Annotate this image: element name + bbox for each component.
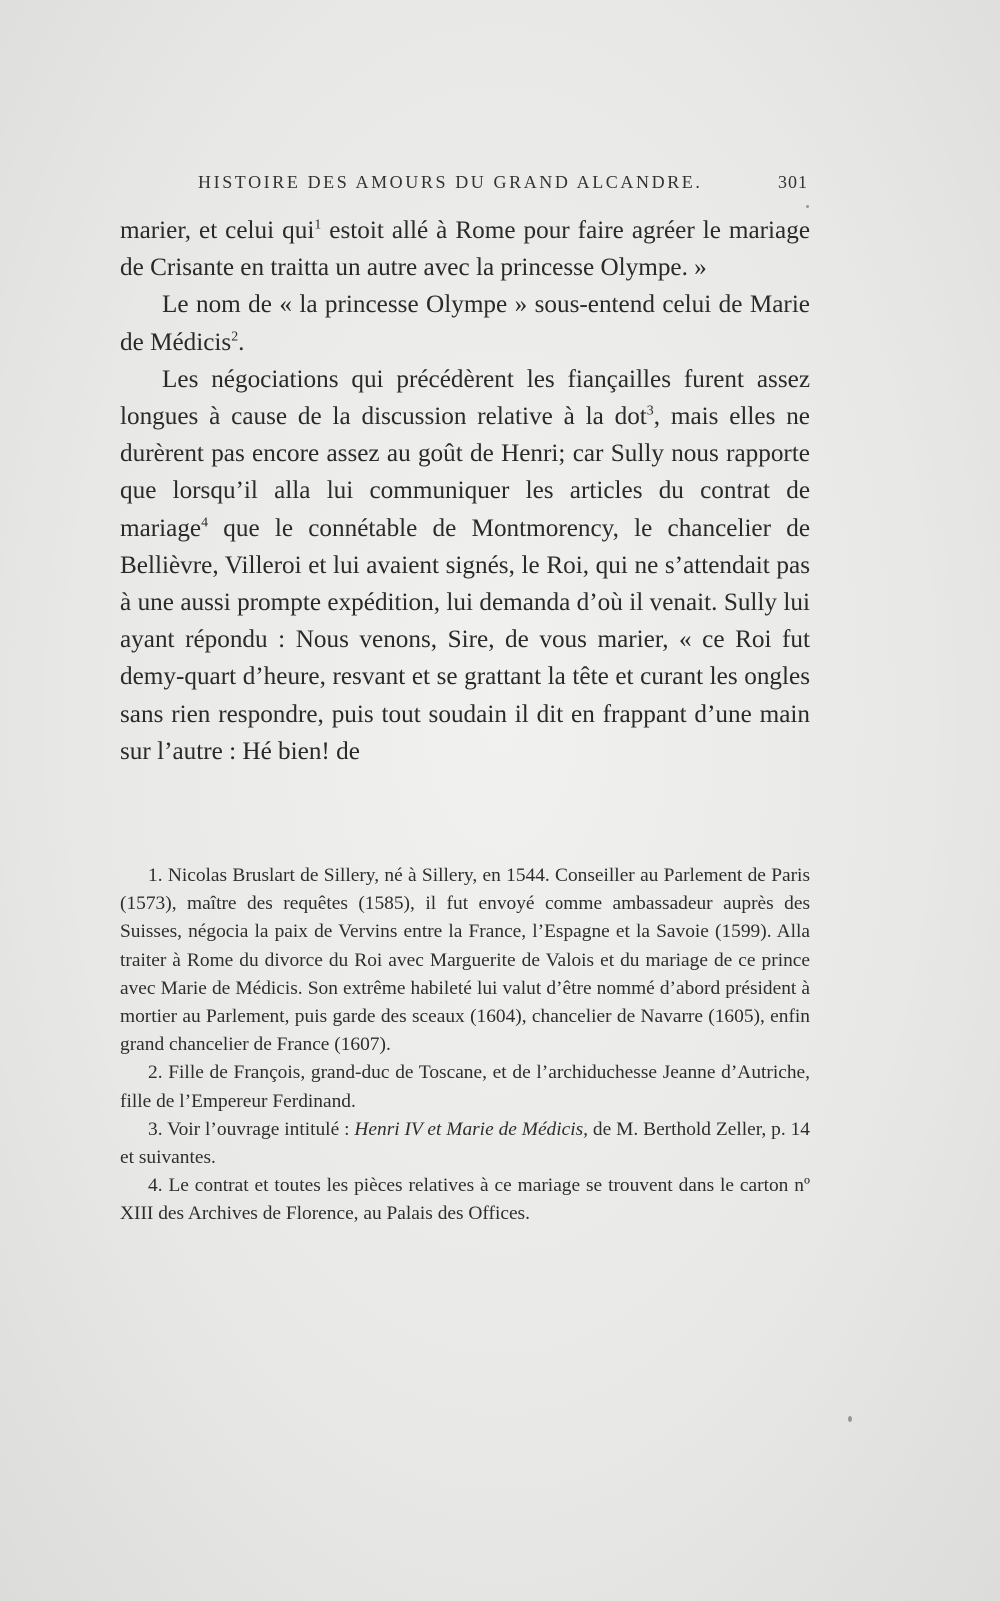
running-head [120,168,810,198]
paragraph-3-text-b: , mais elles ne durèrent pas encore assez au goût de Henri; car Sully nous rapporte que lorsqu’il alla lui communiquer les articles du contrat de mariage [120,403,810,542]
paragraph-2-text-b: . [238,328,245,356]
footnote-4: 4. Le contrat et toutes les pièces relatives à ce mariage se trouvent dans le carton nº XIII des Archives de Florence, au Palais des Offices. [120,1175,810,1225]
body-text [120,212,810,770]
footnote-3 [120,1116,810,1172]
footnote-3-text-b: de M. Berthold Zeller, p. 14 et suivantes. [120,1118,811,1169]
paragraph-3-text-a: Les négociations qui précédèrent les fiançailles furent assez longues à cause de la discussion relative à la dot [120,365,810,431]
page-number: 301 [778,172,808,192]
footnote-1: 1. Nicolas Bruslart de Sillery, né à Sillery, en 1544. Conseiller au Parlement de Paris (1573), maître des requêtes (1585), il fut envoyé comme ambassadeur auprès des Suisses, négocia la paix de Vervins entre la France, l’Espagne et la Savoie (1599). Alla traiter à Rome du divorce du Roi avec Marguerite de Valois et du mariage de ce prince avec Marie de Médicis. Son extrême habileté lui valut d’être nommé d’abord président à mortier au Parlement, puis garde des sceaux (1604), chancelier de Navarre (1605), enfin grand chancelier de France (1607). [120,865,810,1056]
paragraph-1-text-a: marier, et celui qui [120,217,315,244]
paragraph-1-text-b: estoit allé à Rome pour faire agréer le mariage de Crisante en traitta un autre avec la princesse Olympe. » [120,217,811,282]
footnote-3-text-a: 3. Voir l’ouvrage intitulé : [148,1118,355,1140]
paragraph-3 [120,361,810,770]
footnotes [120,862,810,1229]
footnote-ref-3: 3 [646,402,654,418]
paper-speck [806,205,809,208]
footnote-ref-1: 1 [314,216,322,232]
paper-speck [848,1416,852,1422]
paragraph-2-text-a: Le nom de « la princesse Olympe » sous-entend celui de Marie de Médicis [120,291,810,356]
footnote-ref-2: 2 [231,328,239,344]
paragraph-3-text-c: que le connétable de Montmorency, le chancelier de Bellièvre, Villeroi et lui avaient signés, le Roi, qui ne s’attendait pas à une aussi prompte expédition, lui demanda d’où il venait. Sully lui ayant répondu : Nous venons, Sire, de vous marier, « ce Roi fut demy-quart d’heure, resvant et se grattant la tête et curant les ongles sans rien respondre, puis tout soudain il dit en frappant d’une main sur l’autre : Hé bien! de [120,514,810,765]
footnote-ref-4: 4 [201,514,209,530]
footnote-3-book-title: Henri IV et Marie de Médicis, [354,1118,589,1140]
footnote-2: 2. Fille de François, grand-duc de Toscane, et de l’archiduchesse Jeanne d’Autriche, fille de l’Empereur Ferdinand. [120,1062,810,1112]
paragraph-1 [120,212,810,286]
running-title: HISTOIRE DES AMOURS DU GRAND ALCANDRE. [198,172,703,192]
paragraph-2 [120,286,810,360]
